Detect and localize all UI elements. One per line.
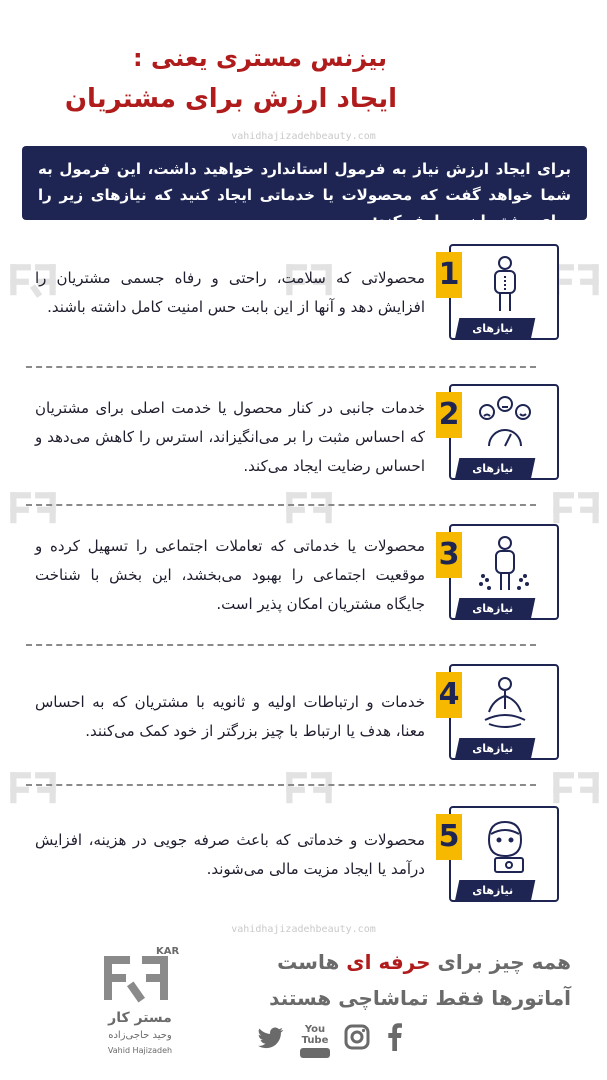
item-description: محصولاتی که سلامت، راحتی و رفاه جسمی مشتریان را افزایش دهد و آنها از این بابت حس امنیت کامل داشته باشند. [35,269,425,316]
logo-person-latin: Vahid Hajizadeh [107,1046,173,1055]
page-title-line2: ایجاد ارزش برای مشتریان [64,84,397,114]
logo-name: مستر کار [108,1010,172,1026]
divider [26,644,536,646]
footer-quote-line2: آماتورها فقط تماشاچی هستند [269,986,571,1010]
card-social-needs [449,524,559,637]
item-number: 5 [436,814,462,860]
page-title-line1: بیزنس مستری یعنی : [133,44,387,72]
watermark-logo-icon [278,766,340,828]
item-number: 3 [436,532,462,578]
person-with-money-icon [475,816,535,876]
footer-quote-highlight: حرفه ای [346,950,431,974]
footer-quote-line1: همه چیز برای حرفه ای هاست [277,950,571,974]
logo-person: وحید حاجی‌زاده [108,1030,172,1041]
item-number: 4 [436,672,462,718]
item-number: 2 [436,392,462,438]
logo-brand: KAR [156,946,180,957]
card-economic-needs [449,806,559,919]
divider [26,784,536,786]
item-number: 1 [436,252,462,298]
site-url-footer: vahidhajizadehbeauty.com [231,924,376,935]
emotion-faces-gauge-icon [475,394,535,454]
card-label: نیازهای اقتصادی [455,880,536,902]
intro-text: برای ایجاد ارزش نیاز به فرمول استاندارد خواهید داشت، این فرمول به شما خواهد گفت که محصولات یا خدماتی ایجاد کنید که نیازهای زیر را برای مشتریان برطرف کند: [38,160,571,230]
facebook-icon[interactable] [380,1022,410,1052]
card-label: نیازهای عاطفی [455,458,536,480]
divider [26,366,536,368]
divider [26,504,536,506]
card-label: نیازهای فیزیکی [455,318,536,340]
watermark-logo-icon [2,766,64,828]
person-in-crowd-icon [475,534,535,594]
twitter-icon[interactable] [256,1022,286,1052]
card-spiritual-needs [449,664,559,777]
meditation-icon [475,674,535,734]
item-description: خدمات جانبی در کنار محصول یا خدمت اصلی برای مشتریان که احساس مثبت را بر می‌انگیزاند، استرس را کاهش می‌دهد و احساس رضایت ایجاد می‌کند. [35,399,425,475]
item-description: خدمات و ارتباطات اولیه و ثانویه با مشتریان که به احساس معنا، هدف یا ارتباط با چیز بزرگتر از خود کمک می‌کنند. [35,693,425,740]
site-url: vahidhajizadehbeauty.com [231,131,376,142]
logo-mark-icon [102,952,172,1008]
card-emotional-needs [449,384,559,497]
youtube-bar [300,1048,330,1058]
instagram-icon[interactable] [342,1022,372,1052]
youtube-icon[interactable]: You Tube [298,1024,332,1054]
intro-box [22,146,587,230]
body-figure-icon [475,254,535,314]
brand-logo [92,946,188,1064]
item-description: محصولات و خدماتی که باعث صرفه جویی در هزینه، افزایش درآمد یا ایجاد مزیت مالی می‌شوند. [35,831,425,878]
card-label: نیازهای اجتماعی [455,598,536,620]
card-physical-needs [449,244,559,357]
card-label: نیازهای معنوی [455,738,536,760]
item-description: محصولات یا خدماتی که تعاملات اجتماعی را تسهیل کرده و موقعیت اجتماعی را بهبود می‌بخشد، این بخش با شناخت جایگاه مشتریان امکان پذیر است. [35,537,425,613]
